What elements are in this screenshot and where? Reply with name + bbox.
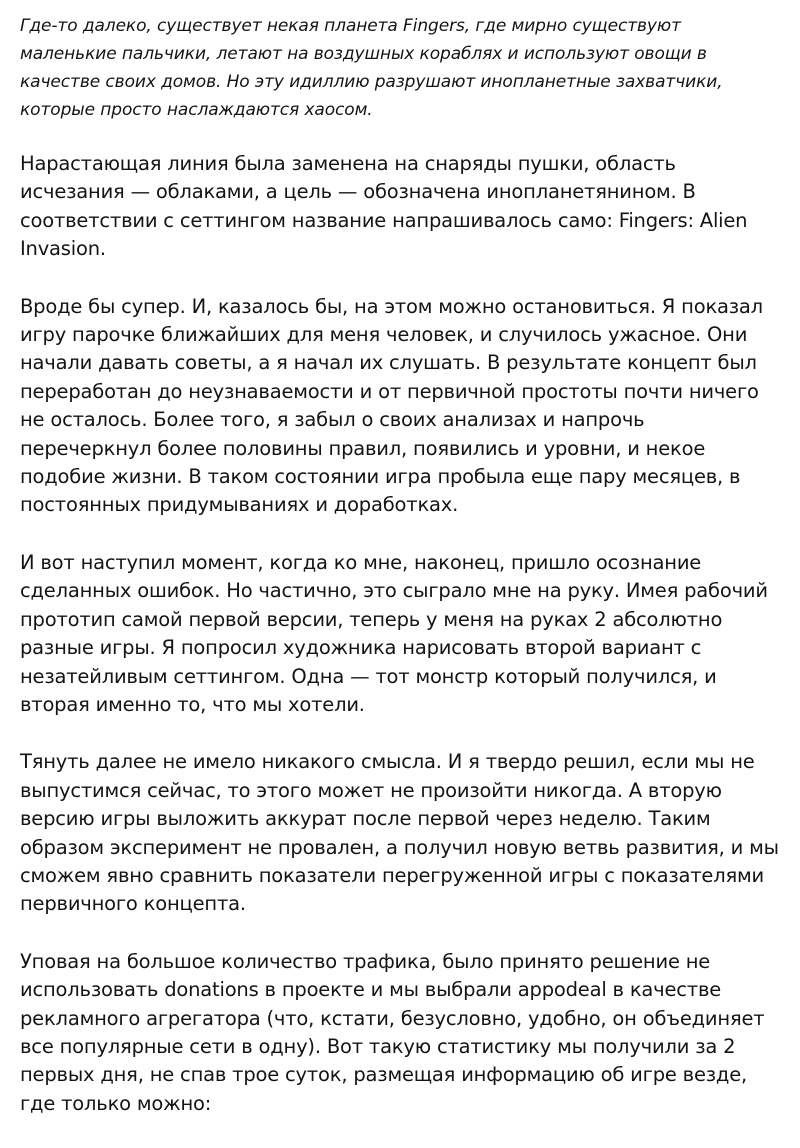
- paragraph-5: Уповая на большое количество трафика, было принято решение не использовать donations в проекте и мы выбрали appodeal в качестве рекламного агрегатора (что, кстати, безусловно, удобно, он объединяет все популярные сети в одну). Вот такую статистику мы получили за 2 первых дня, не спав трое суток, размещая информацию об игре везде, где только можно:: [20, 949, 765, 1115]
- intro-paragraph: Где-то далеко, существует некая планета Fingers, где мирно существуют маленькие пальчики, летают на воздушных кораблях и используют овощи в качестве своих домов. Но эту идиллию разрушают инопланетные захватчики, которые просто наслаждаются хаосом.: [20, 16, 723, 120]
- paragraph-3: И вот наступил момент, когда ко мне, наконец, пришло осознание сделанных ошибок. Но частично, это сыграло мне на руку. Имея рабочий прототип самой первой версии, теперь у меня на руках 2 абсолютно разные игры. Я попросил художника нарисовать второй вариант с незатейливым сеттингом. Одна — тот монстр который получился, и вторая именно то, что мы хотели.: [20, 550, 768, 716]
- article-body: [20, 12, 780, 1118]
- paragraph-1: Нарастающая линия была заменена на снаряды пушки, область исчезания — облаками, а цель — обозначена инопланетянином. В соответствии с сеттингом название напрашивалось само: Fingers: Alien Invasion.: [20, 152, 748, 261]
- paragraph-2: Вроде бы супер. И, казалось бы, на этом можно остановиться. Я показал игру парочке ближайших для меня человек, и случилось ужасное. Они начали давать советы, а я начал их слушать. В результате концепт был переработан до неузнаваемости и от первичной простоты почти ничего не осталось. Более того, я забыл о своих анализах и напрочь перечеркнул более половины правил, появились и уровни, и некое подобие жизни. В таком состоянии игра пробыла еще пару месяцев, в постоянных придумываниях и доработках.: [20, 294, 763, 517]
- paragraph-4: Тянуть далее не имело никакого смысла. И я твердо решил, если мы не выпустимся сейчас, то этого может не произойти никогда. А вторую версию игры выложить аккурат после первой через неделю. Таким образом эксперимент не провален, а получил новую ветвь развития, и мы сможем явно сравнить показатели перегруженной игры с показателями первичного концепта.: [20, 750, 779, 916]
